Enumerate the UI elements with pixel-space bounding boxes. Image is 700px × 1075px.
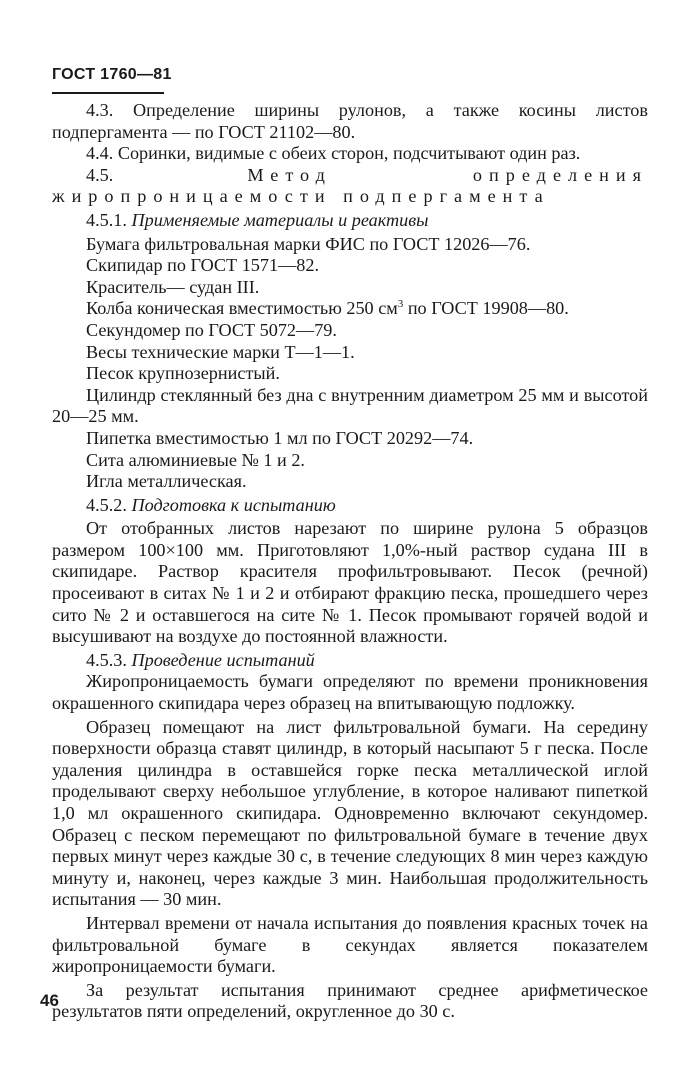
paragraph-4-5-3-1: Жиропроницаемость бумаги определяют по времени проникновения окрашенного скипидара через образец на впитывающую подложку. (52, 671, 648, 714)
material-item: Игла металлическая. (86, 471, 247, 492)
page-body (52, 100, 648, 1023)
heading-4-5-1-title: Применяемые материалы и реактивы (131, 209, 429, 230)
material-flask-text: Колба коническая вместимостью 250 см (86, 298, 398, 319)
heading-4-5-3-number: 4.5.3. (86, 649, 127, 670)
material-item (52, 298, 648, 320)
materials-list (52, 234, 648, 493)
cubic-superscript: 3 (397, 298, 404, 311)
paragraph-4-4: 4.4. Соринки, видимые с обеих сторон, подсчитывают один раз. (86, 143, 581, 164)
heading-4-5 (52, 165, 648, 208)
material-flask-tail: по ГОСТ 19908—80. (403, 298, 569, 319)
paragraph-4-5-3-4: За результат испытания принимают среднее арифметическое результатов пяти определений, округленное до 30 с. (52, 979, 648, 1022)
material-item: Пипетка вместимостью 1 мл по ГОСТ 20292—74. (86, 427, 474, 448)
heading-4-5-1-number: 4.5.1. (86, 209, 127, 230)
paragraph-4-5-2: От отобранных листов нарезают по ширине рулона 5 образцов размером 100×100 мм. Приготовляют 1,0%-ный раствор судана III в скипидаре. Раствор красителя профильтровывают. Песок (речной) просеивают в ситах № 1 и 2 и отбирают фракцию песка, прошедшего через сито № 2 и оставшегося на сите № 1. Песок промывают горячей водой и высушивают на воздухе до постоянной влажности. (52, 518, 648, 647)
material-item: Краситель— судан III. (86, 276, 260, 297)
paragraph-4-3: 4.3. Определение ширины рулонов, а также косины листов подпергамента — по ГОСТ 21102—80. (52, 100, 648, 142)
heading-4-5-2 (52, 495, 648, 517)
material-item: Сита алюминиевые № 1 и 2. (86, 449, 305, 470)
heading-4-5-1 (52, 210, 648, 232)
heading-4-5-3-title: Проведение испытаний (131, 649, 315, 670)
document-code-header: ГОСТ 1760—81 (52, 66, 172, 83)
material-item: Песок крупнозернистый. (86, 363, 280, 384)
heading-4-5-2-title: Подготовка к испытанию (131, 494, 336, 515)
heading-4-5-number: 4.5. (86, 164, 114, 185)
heading-4-5-3 (52, 650, 648, 672)
material-item: Бумага фильтровальная марки ФИС по ГОСТ 12026—76. (86, 233, 531, 254)
material-item: Скипидар по ГОСТ 1571—82. (86, 255, 320, 276)
material-item: Секундомер по ГОСТ 5072—79. (86, 319, 337, 340)
header-rule (52, 92, 164, 94)
paragraph-4-5-3-3: Интервал времени от начала испытания до появления красных точек на фильтровальной бумаге в секундах является показателем жиропроницаемости бумаги. (52, 912, 648, 977)
material-item: Цилиндр стеклянный без дна с внутренним диаметром 25 мм и высотой 20—25 мм. (52, 384, 648, 427)
page-number: 46 (40, 991, 59, 1010)
heading-4-5-title: Метод определения жиропроницаемости подпергамента (52, 164, 648, 207)
paragraph-4-5-3-2: Образец помещают на лист фильтровальной бумаги. На середину поверхности образца ставят цилиндр, в который насыпают 5 г песка. После удаления цилиндра в оставшейся горке песка металлической иглой проделывают сверху небольшое углубление, в которое наливают пипеткой 1,0 мл окрашенного скипидара. Одновременно включают секундомер. Образец с песком перемещают по фильтровальной бумаге в течение двух первых минут через каждые 30 с, в течение следующих 8 мин через каждую минуту и, наконец, через каждые 3 мин. Наибольшая продолжительность испытания — 30 мин. (52, 716, 648, 910)
heading-4-5-2-number: 4.5.2. (86, 494, 127, 515)
material-item: Весы технические марки Т—1—1. (86, 341, 355, 362)
